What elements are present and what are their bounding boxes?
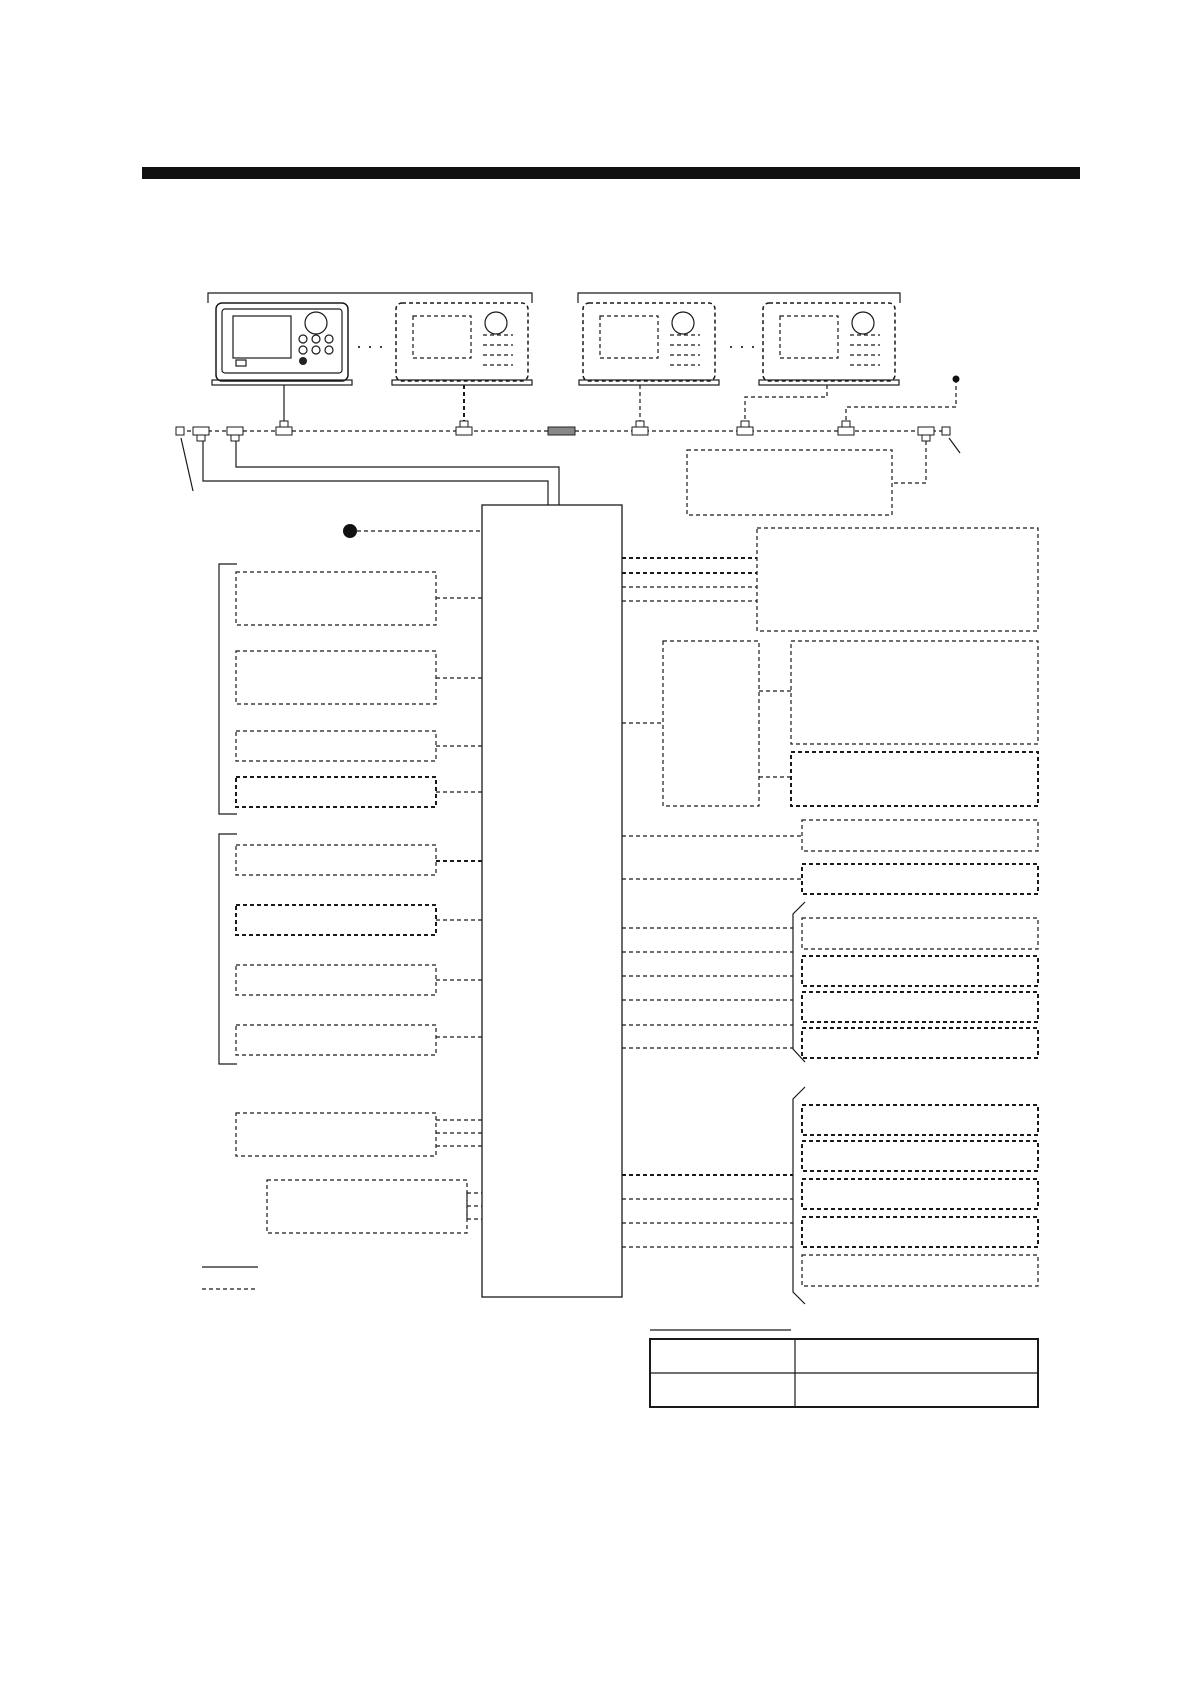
- display-unit-1[interactable]: [212, 303, 352, 385]
- box-right-1: [757, 528, 1038, 631]
- spec-table: [650, 1339, 1038, 1407]
- box-network-power: [687, 450, 892, 515]
- terminator-pointer-right: [949, 438, 960, 453]
- box-left-9: [236, 1113, 436, 1156]
- display-unit-2[interactable]: [392, 303, 532, 385]
- t-connectors: [176, 421, 950, 441]
- box-left-3: [236, 731, 436, 761]
- box-left-2: [236, 651, 436, 704]
- box-left-8: [236, 1025, 436, 1055]
- box-right-5: [802, 864, 1038, 894]
- box-right-4: [802, 820, 1038, 851]
- link-box-left-10: [467, 1193, 482, 1219]
- box-right-3: [791, 752, 1038, 806]
- box-right-9: [802, 1028, 1038, 1058]
- box-right-6: [802, 918, 1038, 949]
- link-box-left-9: [436, 1120, 482, 1146]
- box-right-14: [802, 1255, 1038, 1286]
- group-bracket-right: [578, 293, 900, 303]
- ellipsis-left: · · ·: [356, 336, 384, 356]
- input-node-left: [343, 524, 357, 538]
- ellipsis-right: · · ·: [728, 336, 756, 356]
- box-right-13: [802, 1217, 1038, 1247]
- terminator-pointer-left: [181, 438, 193, 491]
- box-right-2: [791, 641, 1038, 744]
- box-left-7: [236, 965, 436, 995]
- links-group-a: [622, 928, 793, 1048]
- box-junction: [663, 641, 759, 806]
- box-right-7: [802, 956, 1038, 986]
- drop-sensor-top: [846, 379, 956, 425]
- group-bracket-left: [208, 293, 532, 303]
- header-rule: [142, 167, 1080, 179]
- box-right-11: [802, 1141, 1038, 1171]
- link-box-right-1: [622, 558, 757, 573]
- group-bracket-left-1: [219, 564, 237, 814]
- box-left-4: [236, 777, 436, 807]
- box-left-6: [236, 905, 436, 935]
- group-bracket-left-2: [219, 834, 237, 1064]
- links-group-b: [622, 1199, 793, 1247]
- box-left-5: [236, 845, 436, 875]
- display-unit-3[interactable]: [579, 303, 719, 385]
- sensor-node-top: [953, 376, 960, 383]
- box-right-12: [802, 1179, 1038, 1209]
- backbone-power-cable: [203, 441, 548, 505]
- box-right-8: [802, 992, 1038, 1022]
- drop-display-4: [745, 385, 827, 425]
- box-left-10: [267, 1180, 467, 1233]
- link-network-power: [892, 441, 926, 483]
- box-right-10: [802, 1105, 1038, 1135]
- link-junction-right: [759, 691, 791, 777]
- link-box-right-1b: [622, 587, 757, 601]
- box-left-1: [236, 572, 436, 625]
- display-unit-4[interactable]: [759, 303, 899, 385]
- backbone-data-cable: [236, 441, 559, 505]
- processor-unit: [482, 505, 622, 1297]
